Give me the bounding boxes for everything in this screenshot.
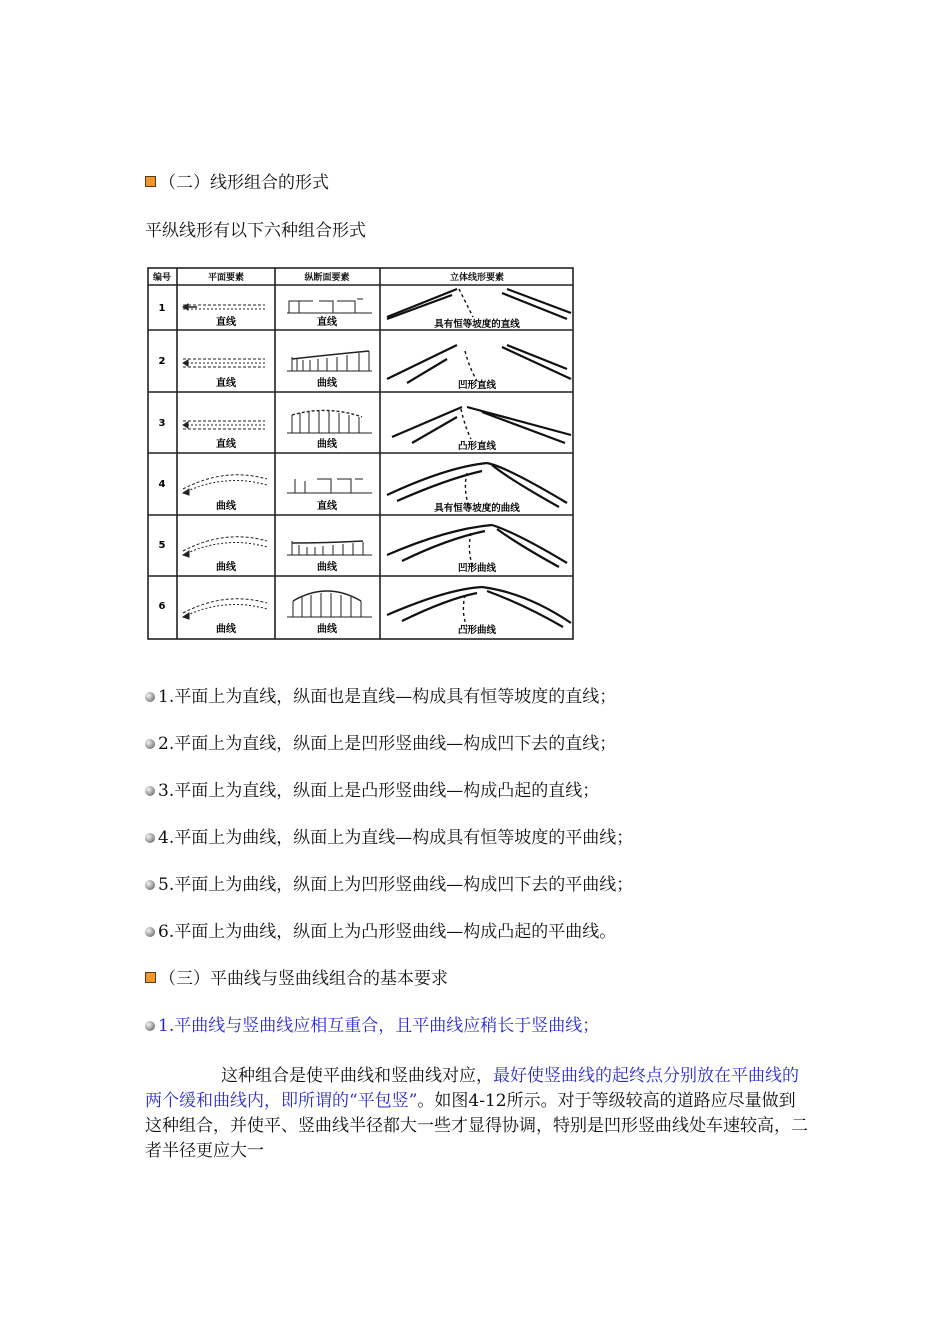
space-label: 凸形曲线: [457, 625, 497, 636]
sphere-bullet-icon: [145, 786, 155, 796]
section-heading-2: （二）线形组合的形式: [145, 172, 329, 194]
plan-label: 直线: [216, 378, 236, 389]
space-label: 凸形直线: [457, 441, 497, 452]
profile-label: 曲线: [317, 562, 337, 573]
profile-label: 直线: [317, 317, 337, 328]
section-heading-3: （三）平曲线与竖曲线组合的基本要求: [145, 968, 448, 990]
space-label: 凹形曲线: [457, 563, 497, 574]
sphere-bullet-icon: [145, 692, 155, 702]
table-row: [159, 587, 571, 636]
plan-label: 直线: [216, 317, 236, 328]
explanation-paragraph: 这种组合是使平曲线和竖曲线对应，最好使竖曲线的起终点分别放在平曲线的两个缓和曲线内，即所谓的“平包竖”。如图4-12所示。对于等级较高的道路应尽量做到这种组合，并使平、竖曲线半径都大一些才显得协调，特别是凹形竖曲线处车速较高，二者半径更应大一: [145, 1066, 808, 1161]
table-row: [159, 407, 571, 452]
header-plan: 平面要素: [207, 273, 245, 283]
sphere-bullet-icon: [145, 927, 155, 937]
list-item: 1.平面上为直线，纵面也是直线—构成具有恒等坡度的直线；: [145, 686, 616, 708]
list-item: 5.平面上为曲线，纵面上为凹形竖曲线—构成凹下去的平曲线；: [145, 874, 633, 896]
space-label: 具有恒等坡度的直线: [434, 319, 520, 330]
row-number: 3: [158, 418, 166, 429]
row-number: 4: [158, 479, 166, 490]
table-row: [159, 289, 571, 330]
list-item: 2.平面上为直线，纵面上是凹形竖曲线—构成凹下去的直线；: [145, 733, 616, 755]
sphere-bullet-icon: [145, 1021, 155, 1031]
profile-label: 曲线: [317, 624, 337, 635]
list-item: 4.平面上为曲线，纵面上为直线—构成具有恒等坡度的平曲线；: [145, 827, 633, 849]
header-space: 立体线形要素: [449, 273, 505, 283]
plan-label: 曲线: [216, 562, 236, 573]
list-item: 6.平面上为曲线，纵面上为凸形竖曲线—构成凸起的平曲线。: [145, 921, 616, 943]
table-row: [159, 345, 571, 391]
row-number: 1: [158, 303, 166, 314]
list-item: 3.平面上为直线，纵面上是凸形竖曲线—构成凸起的直线；: [145, 780, 599, 802]
combination-figure-table: [147, 267, 575, 641]
row-number: 6: [158, 601, 166, 612]
profile-label: 曲线: [317, 439, 337, 450]
sphere-bullet-icon: [145, 880, 155, 890]
square-bullet-icon: [145, 972, 156, 983]
profile-label: 曲线: [317, 378, 337, 389]
plan-label: 曲线: [216, 501, 236, 512]
square-bullet-icon: [145, 176, 156, 187]
space-label: 具有恒等坡度的曲线: [434, 503, 520, 514]
profile-label: 直线: [317, 501, 337, 512]
sphere-bullet-icon: [145, 739, 155, 749]
intro-text: 平纵线形有以下六种组合形式: [145, 221, 366, 241]
table-row: [159, 463, 567, 514]
requirement-item: 1.平曲线与竖曲线应相互重合，且平曲线应稍长于竖曲线；: [145, 1015, 599, 1037]
table-row: [159, 525, 567, 574]
row-number: 5: [158, 540, 166, 551]
header-profile: 纵断面要素: [304, 273, 350, 283]
header-no: 编号: [152, 273, 172, 283]
highlighted-text: 最好使竖曲线的起终点分别放在平曲线的两个缓和曲线内，即所谓的“平包竖”: [145, 1066, 799, 1111]
plan-label: 直线: [216, 439, 236, 450]
space-label: 凹形直线: [457, 380, 497, 391]
row-number: 2: [158, 356, 166, 367]
sphere-bullet-icon: [145, 833, 155, 843]
plan-label: 曲线: [216, 624, 236, 635]
